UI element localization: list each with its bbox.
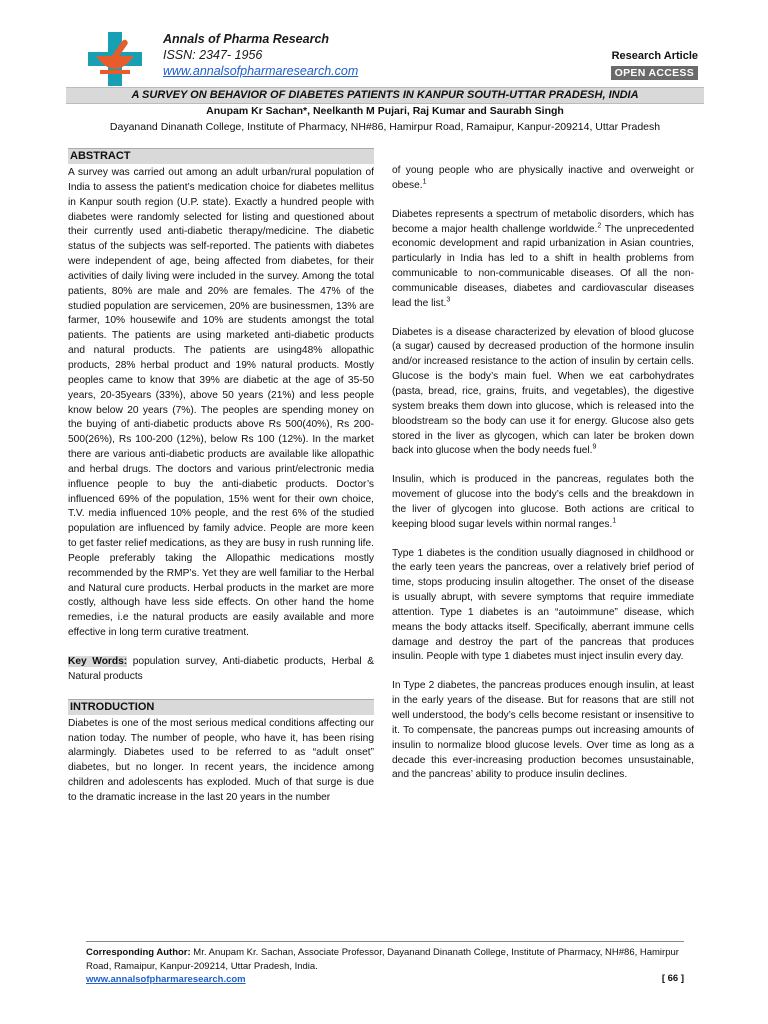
corresponding-author-text: Mr. Anupam Kr. Sachan, Associate Professor, Dayanand Dinanath College, Institute of Pharmacy, NH#86, Hamirpur Road, Ramaipur, Kanpur-209214, Uttar Pradesh, India. (86, 947, 679, 972)
keywords-paragraph (68, 655, 374, 685)
body-paragraph-2 (392, 208, 694, 312)
body-paragraph-5: Type 1 diabetes is the condition usually diagnosed in childhood or the early teen years the pancreas, over a relatively brief period of time, stops producing insulin altogether. The onset of the disease is usually abrupt, with severe symptoms that require immediate attention. Type 1 diabetes is an “autoimmune” disease, which means the body attacks itself. Specifically, aberrant immune cells damage and destroy the part of the pancreas that produces insulin. People with type 1 diabetes must inject insulin every day. (392, 547, 694, 663)
body-paragraph-6: In Type 2 diabetes, the pancreas produces enough insulin, at least in the early years of the disease. But for reasons that are still not well understood, the body’s cells become resistant or insensitive to it. To compensate, the pancreas pumps out increasing amounts of insulin to normalize blood glucose levels. Over time as long as a decade this ever-increasing production becomes unsustainable, and the pancreas’ ability to produce insulin declines. (392, 680, 694, 781)
open-access-badge: OPEN ACCESS (611, 66, 698, 80)
reference-marker: 1 (422, 178, 427, 186)
footer-url-link[interactable]: www.annalsofpharmaresearch.com (86, 974, 246, 985)
introduction-heading: INTRODUCTION (68, 699, 374, 715)
footer (86, 946, 684, 987)
body-text: The unprecedented economic development and rapid urbanization in Asian countries, particularly in India has led to a shift in health problems from communicable to non-communicable diseases. Of all the non-communicable diseases, diabetes and cardiovascular diseases lead the list. (392, 223, 694, 309)
keywords-text: population survey, Anti-diabetic products, Herbal & Natural products (68, 656, 374, 682)
body-text: Diabetes represents a spectrum of metabolic disorders, which has become a major health challenge worldwide. (392, 208, 694, 235)
body-paragraph-4 (392, 473, 694, 532)
footer-divider (86, 941, 684, 942)
abstract-heading: ABSTRACT (68, 148, 374, 164)
page-number: [ 66 ] (661, 973, 684, 984)
article-title: A SURVEY ON BEHAVIOR OF DIABETES PATIENTS IN KANPUR SOUTH-UTTAR PRADESH, INDIA (66, 87, 704, 104)
journal-logo-icon (86, 30, 144, 88)
corresponding-author-label: Corresponding Author: (86, 947, 191, 958)
journal-issn: ISSN: 2347- 1956 (163, 48, 263, 62)
article-authors: Anupam Kr Sachan*, Neelkanth M Pujari, Raj Kumar and Saurabh Singh (206, 105, 564, 117)
keywords-label: Key Words: (68, 656, 128, 667)
reference-marker: 2 (597, 222, 602, 230)
right-column (392, 164, 694, 797)
introduction-paragraph: Diabetes is one of the most serious medical conditions affecting our nation today. The number of people, who have it, has been rising alarmingly. Diabetes used to be referred to as “adult onset” diabetes, but no longer. In recent years, the incidence among children and adolescents has exploded. Much of that surge is due to the dramatic increase in the last 20 years in the number (68, 717, 374, 803)
body-text: Diabetes is a disease characterized by elevation of blood glucose (a sugar) caused by decreased production of the hormone insulin and/or increased resistance to the action of insulin by certain cells. Glucose is the body’s main fuel. When we eat carbohydrates (pasta, bread, rice, grains, fruits, and vegetables), the digestive system breaks them down into glucose, which is released into the bloodstream so the body can use it for energy. Glucose also gets stored in the liver as glycogen, which can later be broken down back into glucose when the body needs fuel. (392, 326, 694, 457)
reference-marker: 9 (592, 443, 597, 451)
body-paragraph-3 (392, 326, 694, 460)
reference-marker: 1 (612, 517, 617, 525)
body-text: of young people who are physically inactive and overweight or obese. (392, 165, 694, 191)
abstract-text: A survey was carried out among an adult urban/rural population of India to assess the patient’s medication choice for diabetes mellitus in Kanpur south region (U.P. state). Exactly a hundred people with diabetes were randomly selected for listing and questioned about their currently used anti-diabetic therapy/medicine. The diabetic status of the subjects was self-reported. The patients with diabetes were independent of age, being affected from diabetes, for their activities of daily living were included in the survey. Among the total patients, 80% are male and 20% are females. The 47% of the studied population are servicemen, 20% are businessmen, 13% are farmer, 10% housewife and 10% are students amongst the total patients. The patients are using marketed anti-diabetic products and natural products. The patients are using48% allopathic products, 28% herbal product and 19% natural products. Mostly peoples came to know that 39% are diabetic at the age of 35-50 years, 20-35years (33%), above 50 years (21%) and less people know below 20 years (7%). The peoples are spending money on the buying of anti-diabetic products above Rs 500(40%), Rs 200-500(26%), Rs 100-200 (12%), below Rs 100 (12%). In the market there are various anti-diabetic products are available like allopathic and herbal drugs. The doctors and various print/electronic media influence people to buy the anti-diabetic products. Doctor’s influenced 69% of the population, 15% went for their own choice, T.V. media influenced 10% people, and the rest 6% of the studied population are influenced by family advice. People are more keen to get faster relief medications, as they are busy in rush running life. People preferably taking the Allopathic medications mostly recommended by the RMP’s. Yet they are well familiar to the Herbal and Natural cure products. Herbal products in the market are more costly, although have less side effects. On other hand the home remedies, i.e the natural products are easily available and more effective in long term curative treatment. (68, 167, 374, 639)
journal-name: Annals of Pharma Research (163, 32, 330, 46)
journal-masthead (163, 31, 358, 79)
reference-marker: 3 (446, 296, 451, 304)
left-column (68, 148, 374, 820)
body-text: Insulin, which is produced in the pancreas, regulates both the movement of glucose into the body’s cells and the breakdown in the liver of glycogen into glucose. Both actions are critical to keeping blood sugar levels within normal ranges. (392, 474, 694, 530)
article-type-label: Research Article (611, 50, 698, 62)
body-paragraph-1 (392, 164, 694, 194)
article-affiliation: Dayanand Dinanath College, Institute of Pharmacy, NH#86, Hamirpur Road, Ramaipur, Kanpur-209214, Uttar Pradesh (109, 121, 661, 133)
journal-url-link[interactable]: www.annalsofpharmaresearch.com (163, 64, 359, 78)
